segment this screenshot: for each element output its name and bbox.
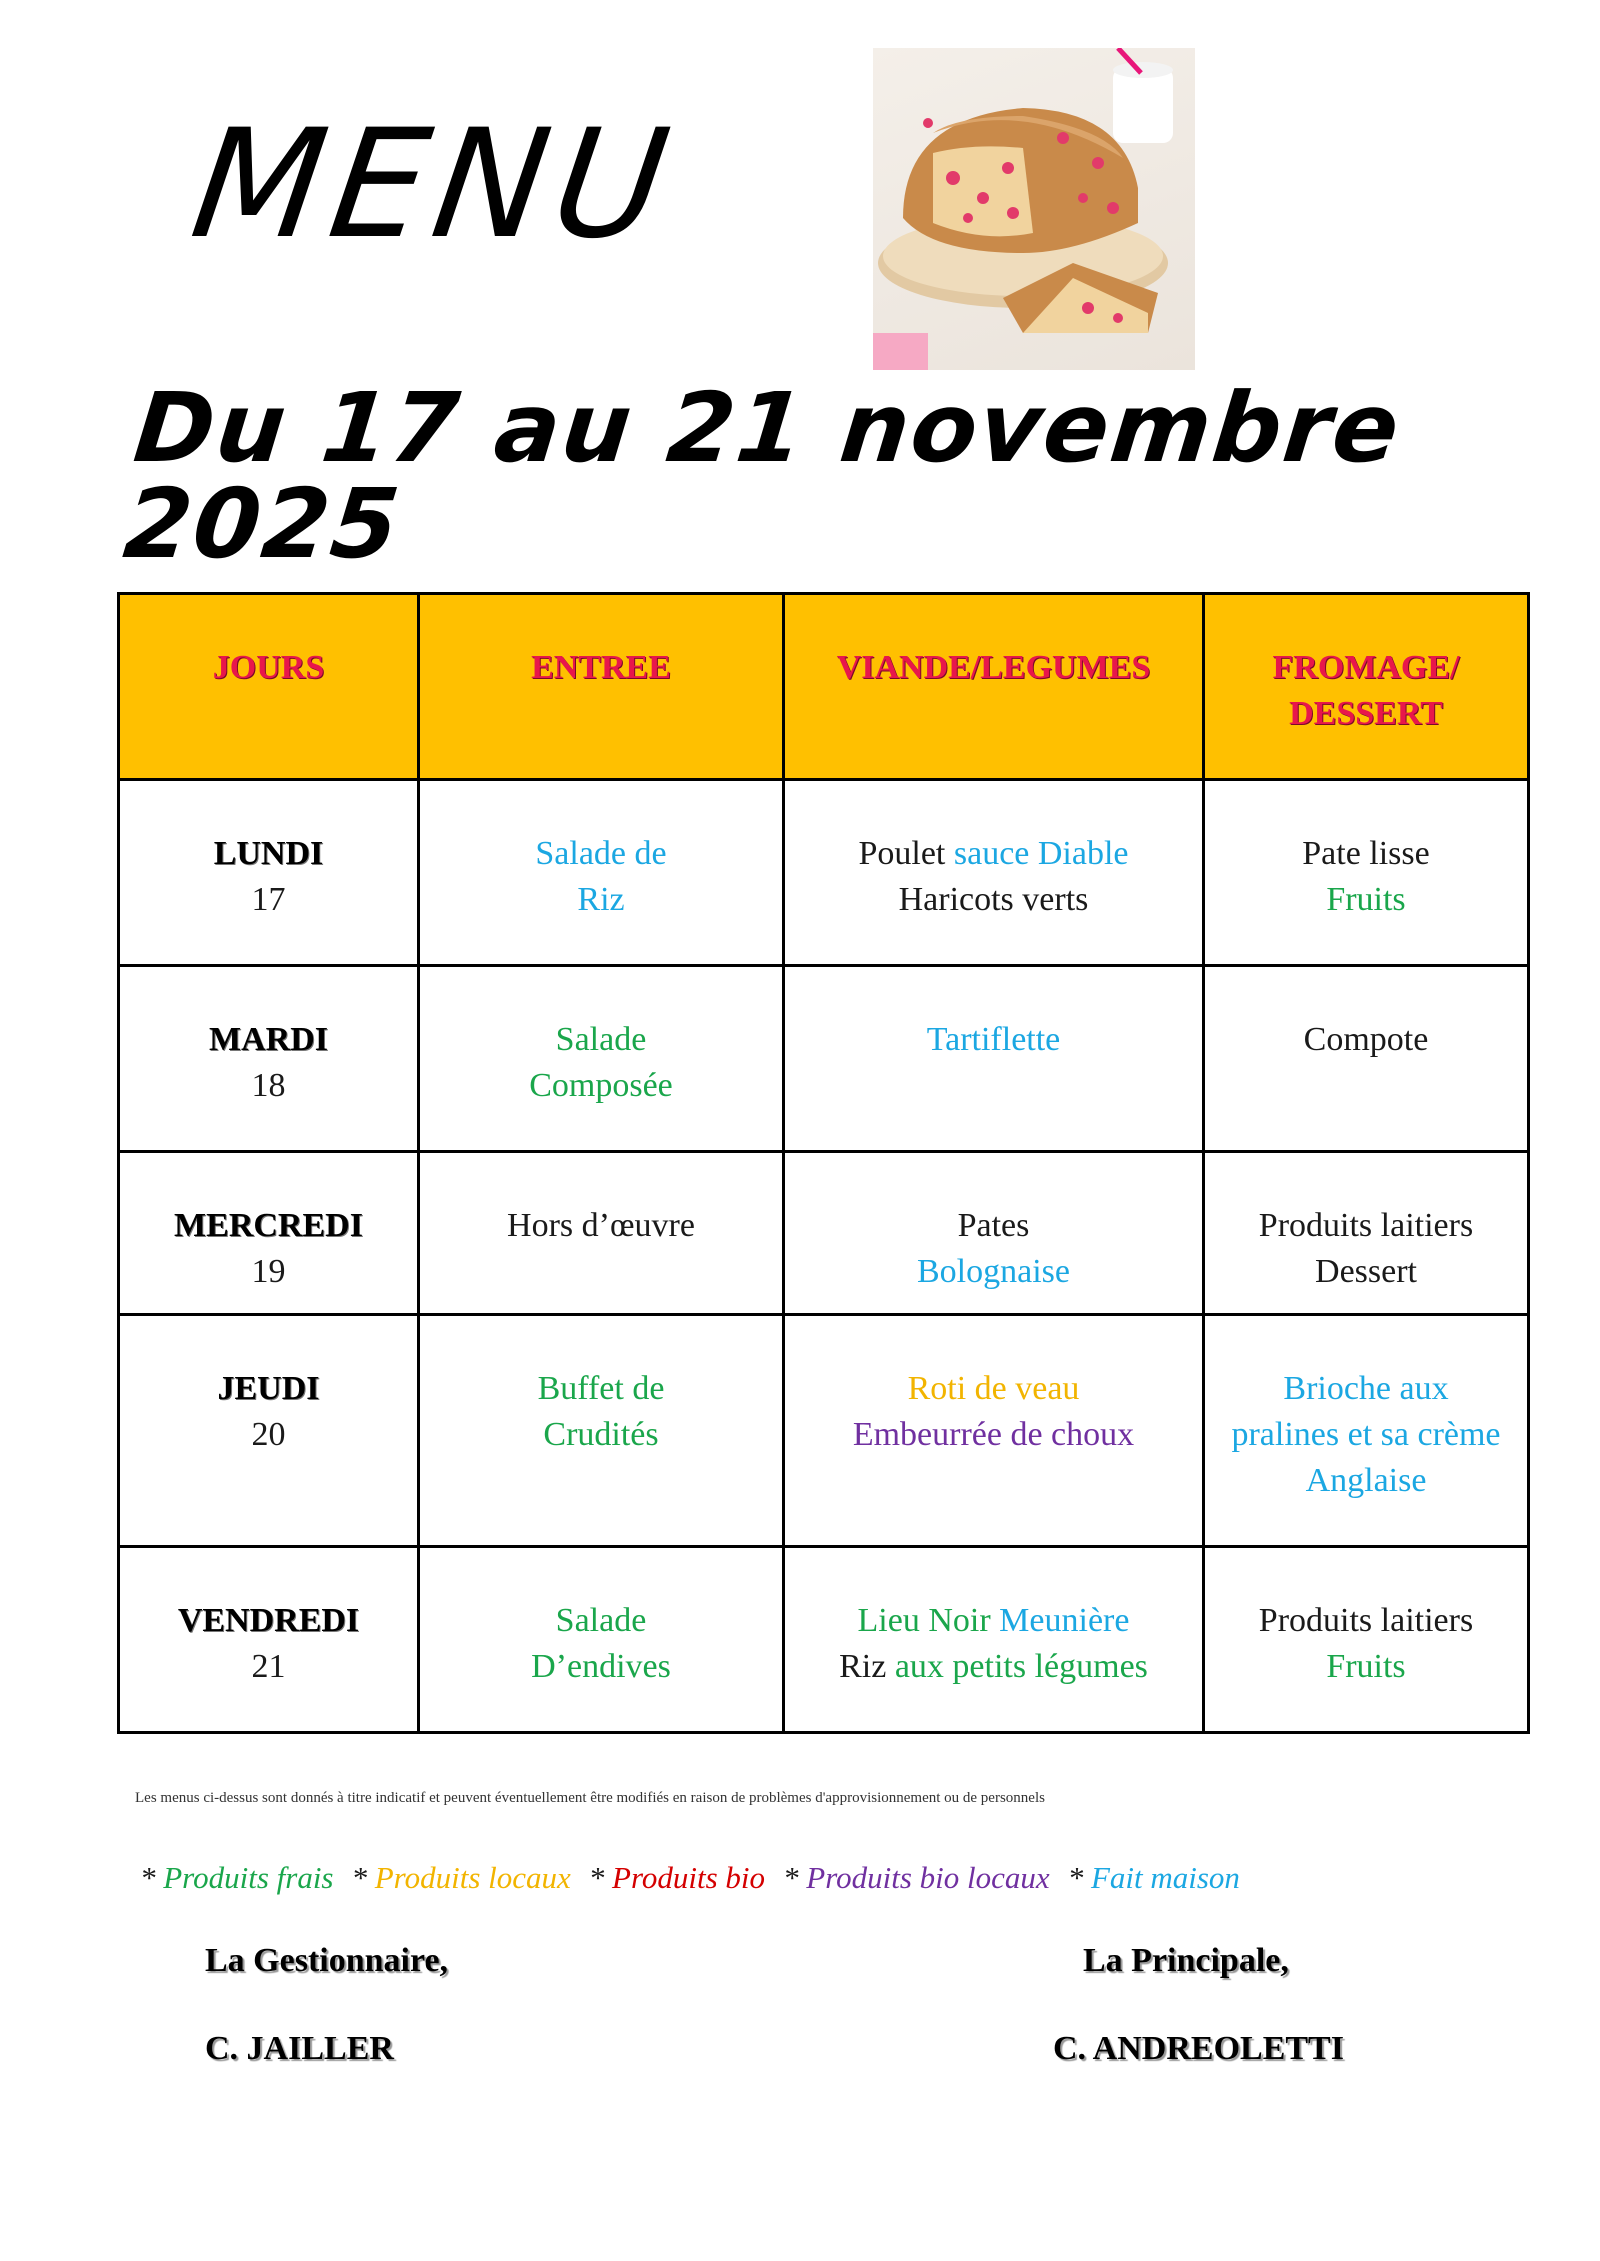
- legend-star: *: [1067, 1860, 1091, 1895]
- dish-line: [785, 1366, 1202, 1412]
- viande-cell: [784, 1315, 1204, 1547]
- header-row: [119, 594, 1529, 780]
- dish-text: Poulet: [858, 835, 954, 872]
- viande-cell: [784, 966, 1204, 1152]
- day-name: VENDREDI: [177, 1602, 360, 1639]
- dish-text: Salade de: [535, 835, 667, 872]
- gestionnaire-name: C. JAILLER: [205, 2030, 394, 2067]
- dish-text: Hors d’œuvre: [507, 1207, 695, 1244]
- dish-text: Fruits: [1326, 881, 1406, 918]
- dish-text: Riz: [839, 1648, 895, 1685]
- header-entree: ENTREE: [419, 594, 784, 780]
- dish-line: [1205, 1644, 1527, 1690]
- table-row: [119, 966, 1529, 1152]
- dish-line: [420, 1203, 782, 1249]
- dish-text: Tartiflette: [926, 1021, 1061, 1058]
- page-title: MENU: [182, 98, 686, 272]
- viande-cell: [784, 1547, 1204, 1733]
- entree-cell: [419, 1315, 784, 1547]
- dish-text: Dessert: [1315, 1253, 1417, 1290]
- dish-line: [785, 1412, 1202, 1458]
- dish-text: Produits laitiers: [1258, 1207, 1474, 1244]
- dish-line: [420, 831, 782, 877]
- day-name: MERCREDI: [174, 1207, 363, 1244]
- dish-line: [1205, 877, 1527, 923]
- gestionnaire-role: La Gestionnaire,: [205, 1942, 449, 1979]
- dish-text: Haricots verts: [898, 881, 1089, 918]
- dish-line: [785, 877, 1202, 923]
- dish-line: [420, 1366, 782, 1412]
- header-viande-legumes: VIANDE/LEGUMES: [784, 594, 1204, 780]
- dish-text: Bolognaise: [917, 1253, 1070, 1290]
- legend-item: [1068, 1860, 1240, 1895]
- dish-line: [420, 1017, 782, 1063]
- table-row: [119, 1547, 1529, 1733]
- dessert-cell: [1204, 780, 1529, 966]
- principale-role: La Principale,: [1083, 1942, 1289, 1979]
- disclaimer-note: Les menus ci-dessus sont donnés à titre indicatif et peuvent éventuellement être modifiés en raison de problèmes d'approvisionnement ou de personnels: [135, 1790, 1045, 1806]
- legend-star: *: [588, 1860, 613, 1895]
- legend-star: *: [140, 1860, 164, 1895]
- dish-line: [420, 877, 782, 923]
- legend-item: [352, 1860, 571, 1895]
- cake-photo: [873, 48, 1195, 370]
- dessert-cell: [1204, 1547, 1529, 1733]
- dish-line: [1205, 1249, 1527, 1295]
- day-cell: [119, 780, 419, 966]
- dish-line: [1205, 1598, 1527, 1644]
- day-number: 21: [251, 1648, 286, 1685]
- table-row: [119, 1152, 1529, 1315]
- dish-text: Pate lisse: [1302, 835, 1430, 872]
- dish-text: Produits laitiers: [1258, 1602, 1474, 1639]
- dish-text: Brioche aux: [1283, 1370, 1449, 1407]
- dish-text: D’endives: [531, 1648, 671, 1685]
- dish-text: Composée: [529, 1067, 673, 1104]
- dish-text: Compote: [1303, 1021, 1429, 1058]
- legend-item: [140, 1860, 334, 1895]
- entree-cell: [419, 966, 784, 1152]
- day-number: 20: [251, 1416, 286, 1453]
- dish-line: [1205, 1458, 1527, 1504]
- dish-text: Anglaise: [1305, 1462, 1427, 1499]
- entree-cell: [419, 1547, 784, 1733]
- dish-line: [785, 1017, 1202, 1063]
- day-number: 19: [251, 1253, 286, 1290]
- legend-star: *: [351, 1860, 375, 1895]
- header-fromage-dessert-label: FROMAGE/ DESSERT: [1272, 649, 1460, 732]
- dish-line: [785, 831, 1202, 877]
- dish-line: [785, 1598, 1202, 1644]
- dish-line: [1205, 1366, 1527, 1412]
- legend-label: Produits bio: [612, 1860, 766, 1895]
- dish-line: [1205, 831, 1527, 877]
- dish-text: Fruits: [1326, 1648, 1406, 1685]
- day-cell: [119, 966, 419, 1152]
- viande-cell: [784, 780, 1204, 966]
- day-number: 18: [251, 1067, 286, 1104]
- legend-label: Fait maison: [1090, 1860, 1240, 1895]
- dish-line: [1205, 1017, 1527, 1063]
- legend-label: Produits bio locaux: [806, 1860, 1050, 1895]
- dish-line: [420, 1063, 782, 1109]
- dish-line: [420, 1412, 782, 1458]
- dish-text: Embeurrée de choux: [852, 1416, 1135, 1453]
- legend-label: Produits frais: [163, 1860, 334, 1895]
- dish-text: Lieu Noir: [857, 1602, 1000, 1639]
- dish-text: Buffet de: [537, 1370, 665, 1407]
- date-range-subtitle: Du 17 au 21 novembre 2025: [119, 372, 1407, 580]
- dessert-cell: [1204, 1152, 1529, 1315]
- principale-name: C. ANDREOLETTI: [1053, 2030, 1344, 2067]
- legend-item: [589, 1860, 765, 1895]
- day-name: LUNDI: [213, 835, 324, 872]
- day-cell: [119, 1315, 419, 1547]
- day-number: 17: [251, 881, 286, 918]
- dish-text: pralines et sa crème: [1231, 1416, 1501, 1453]
- legend-star: *: [783, 1860, 807, 1895]
- legend: [140, 1860, 1258, 1896]
- dish-text: Riz: [577, 881, 625, 918]
- dish-line: [785, 1249, 1202, 1295]
- entree-cell: [419, 780, 784, 966]
- dish-text: aux petits légumes: [894, 1648, 1148, 1685]
- header-fromage-dessert: [1204, 594, 1529, 780]
- dish-line: [420, 1598, 782, 1644]
- legend-label: Produits locaux: [374, 1860, 571, 1895]
- legend-item: [783, 1860, 1050, 1895]
- table-row: [119, 1315, 1529, 1547]
- viande-cell: [784, 1152, 1204, 1315]
- day-cell: [119, 1152, 419, 1315]
- dish-text: Pates: [957, 1207, 1030, 1244]
- table-row: [119, 780, 1529, 966]
- dish-text: Salade: [555, 1602, 647, 1639]
- dish-text: Meunière: [999, 1602, 1130, 1639]
- dish-line: [785, 1644, 1202, 1690]
- dish-line: [1205, 1203, 1527, 1249]
- dish-line: [1205, 1412, 1527, 1458]
- dessert-cell: [1204, 966, 1529, 1152]
- dish-text: Roti de veau: [907, 1370, 1080, 1407]
- header-jours: JOURS: [119, 594, 419, 780]
- entree-cell: [419, 1152, 784, 1315]
- day-name: JEUDI: [217, 1370, 320, 1407]
- dish-text: Crudités: [543, 1416, 659, 1453]
- menu-table: [117, 592, 1530, 1734]
- dish-line: [420, 1644, 782, 1690]
- day-cell: [119, 1547, 419, 1733]
- dessert-cell: [1204, 1315, 1529, 1547]
- day-name: MARDI: [209, 1021, 328, 1058]
- dish-text: Salade: [555, 1021, 647, 1058]
- dish-line: [785, 1203, 1202, 1249]
- dish-text: sauce Diable: [953, 835, 1129, 872]
